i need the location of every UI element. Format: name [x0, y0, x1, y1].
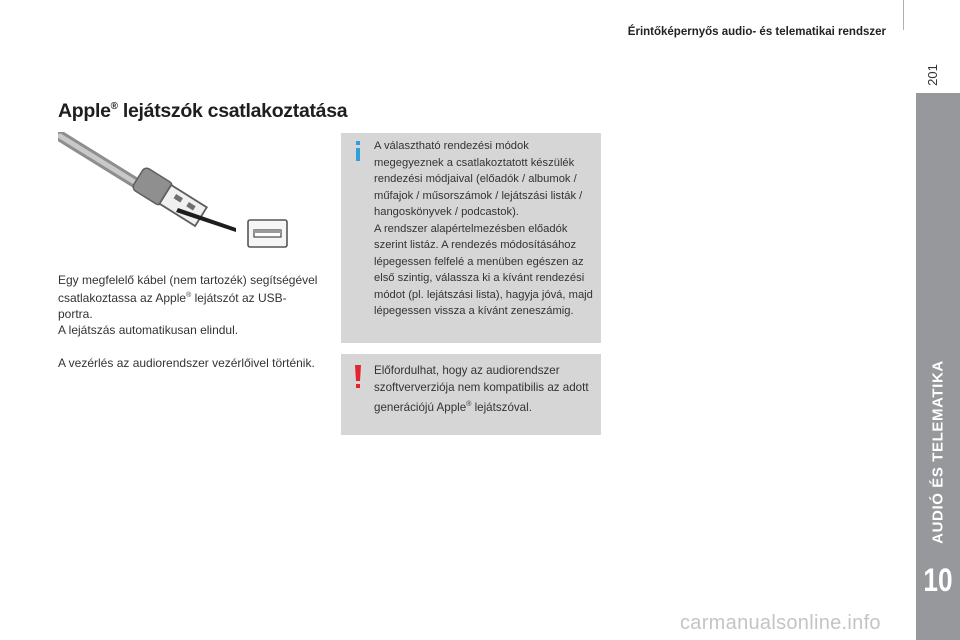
warning-icon: [351, 364, 365, 390]
warning-note: [341, 354, 601, 435]
header-divider: [903, 0, 904, 30]
section-title-brand: Apple: [58, 100, 111, 122]
section-title: [58, 100, 347, 123]
info-note: [341, 133, 601, 343]
info-note-text: A választható rendezési módok megegyeznek a csatlakoztatott készülék rendezési módjaival (előadók / albumok / műfajok / műsorszámok / lejátszási listák / hangoskönyvek / podcastok). A rendszer alapértelmezésben előadók szerint listáz. A rendezés módosításához lépegessen felfelé a menüben egészen az első szintig, válassza ki a kívánt rendezési módot (pl. lejátszási lista), hagyja jóvá, majd lépegessen vissza a kívánt zeneszámig.: [374, 140, 593, 317]
control-paragraph: A vezérlés az audiorendszer vezérlőivel történik.: [58, 356, 315, 370]
warning-note-text: Előfordulhat, hogy az audiorendszer szoftververziója nem kompatibilis az adott generációjú Apple® lejátszóval.: [374, 364, 589, 414]
watermark: carmanualsonline.info: [680, 612, 881, 634]
running-header: Érintőképernyős audio- és telematikai rendszer: [627, 26, 886, 38]
info-icon: [351, 140, 365, 162]
page-number: 201: [924, 64, 940, 86]
usb-cable-icon: [60, 136, 144, 188]
usb-port-icon: [248, 220, 287, 247]
section-title-rest: lejátszók csatlakoztatása: [117, 100, 348, 122]
usb-plug-illustration: [58, 132, 298, 250]
registered-mark: ®: [110, 101, 118, 112]
chapter-number: 10: [923, 562, 953, 598]
chapter-tab-label: AUDIÓ ÉS TELEMATIKA: [929, 360, 947, 544]
connection-paragraph: Egy megfelelő kábel (nem tartozék) segítségével csatlakoztassa az Apple® lejátszót az USB-portra. A lejátszás automatikusan elindul.: [58, 273, 318, 337]
